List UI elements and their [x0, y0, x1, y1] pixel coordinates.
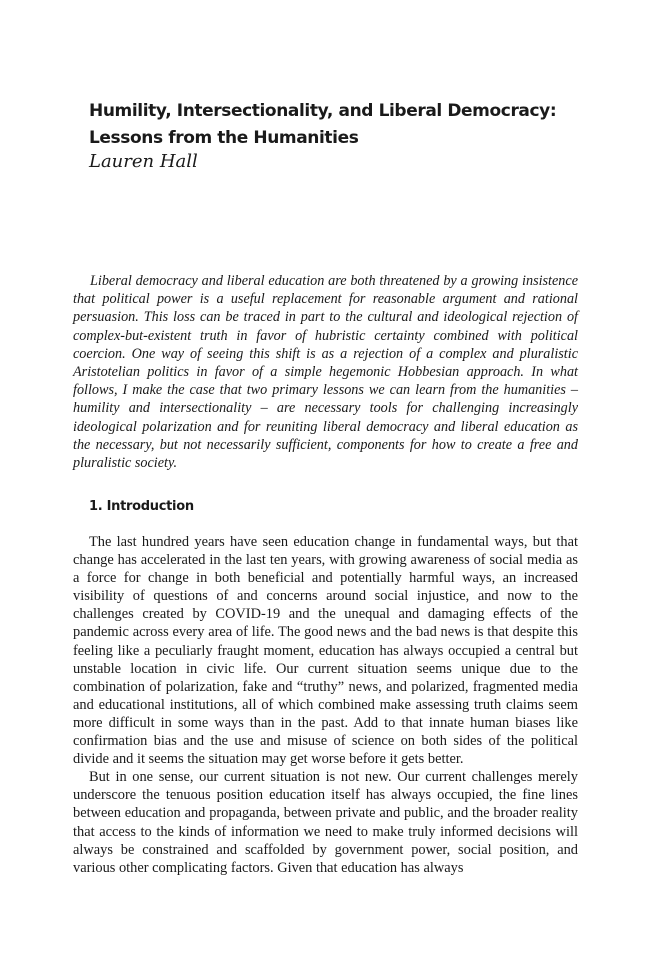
section-heading: 1. Introduction [89, 499, 194, 514]
article-title-line-2: Lessons from the Humanities [89, 128, 359, 148]
body-paragraph-1: The last hundred years have seen education change in fundamental ways, but that change has accelerated in the last ten years, with growing awareness of social media as a force for change in both beneficial and potentially harmful ways, an increased visibility of questions of and concerns around social injustice, and now to the challenges created by COVID-19 and the unequal and damaging effects of the pandemic across every area of life. The good news and the bad news is that despite this feeling like a peculiarly fraught moment, education has always occupied a central but unstable location in civic life. Our current situation seems unique due to the combination of polarization, fake and “truthy” news, and polarized, fragmented media and educational institutions, all of which combined make assessing truth claims seem more difficult in some ways than in the past. Add to that innate human biases like confirmation bias and the use and misuse of science on both sides of the political divide and it seems the situation may get worse before it gets better. [73, 534, 578, 768]
article-title [89, 98, 589, 152]
section-body [73, 533, 578, 877]
abstract: Liberal democracy and liberal education are both threatened by a growing insistence that political power is a useful replacement for reasonable argument and rational persuasion. This loss can be traced in part to the cultural and ideological rejection of complex-but-existent truth in favor of hubristic certainty combined with political coercion. One way of seeing this shift is as a rejection of a complex and pluralistic Aristotelian politics in favor of a simple hegemonic Hobbesian approach. In what follows, I make the case that two primary lessons we can learn from the humanities – humility and intersectionality – are necessary tools for challenging increasingly ideological polarization and for reuniting liberal democracy and liberal education as the necessary, but not necessarily sufficient, components for how to create a free and pluralistic society. [73, 273, 578, 472]
article-title-line-1: Humility, Intersectionality, and Liberal Democracy: [89, 101, 557, 121]
author-name: Lauren Hall [89, 151, 198, 172]
body-paragraph-2: But in one sense, our current situation is not new. Our current challenges merely underscore the tenuous position education itself has always occupied, the fine lines between education and propaganda, between private and public, and the broader reality that access to the kinds of information we need to make truly informed decisions will always be constrained and scaffolded by government power, social position, and various other complicating factors. Given that education has always [73, 769, 578, 876]
